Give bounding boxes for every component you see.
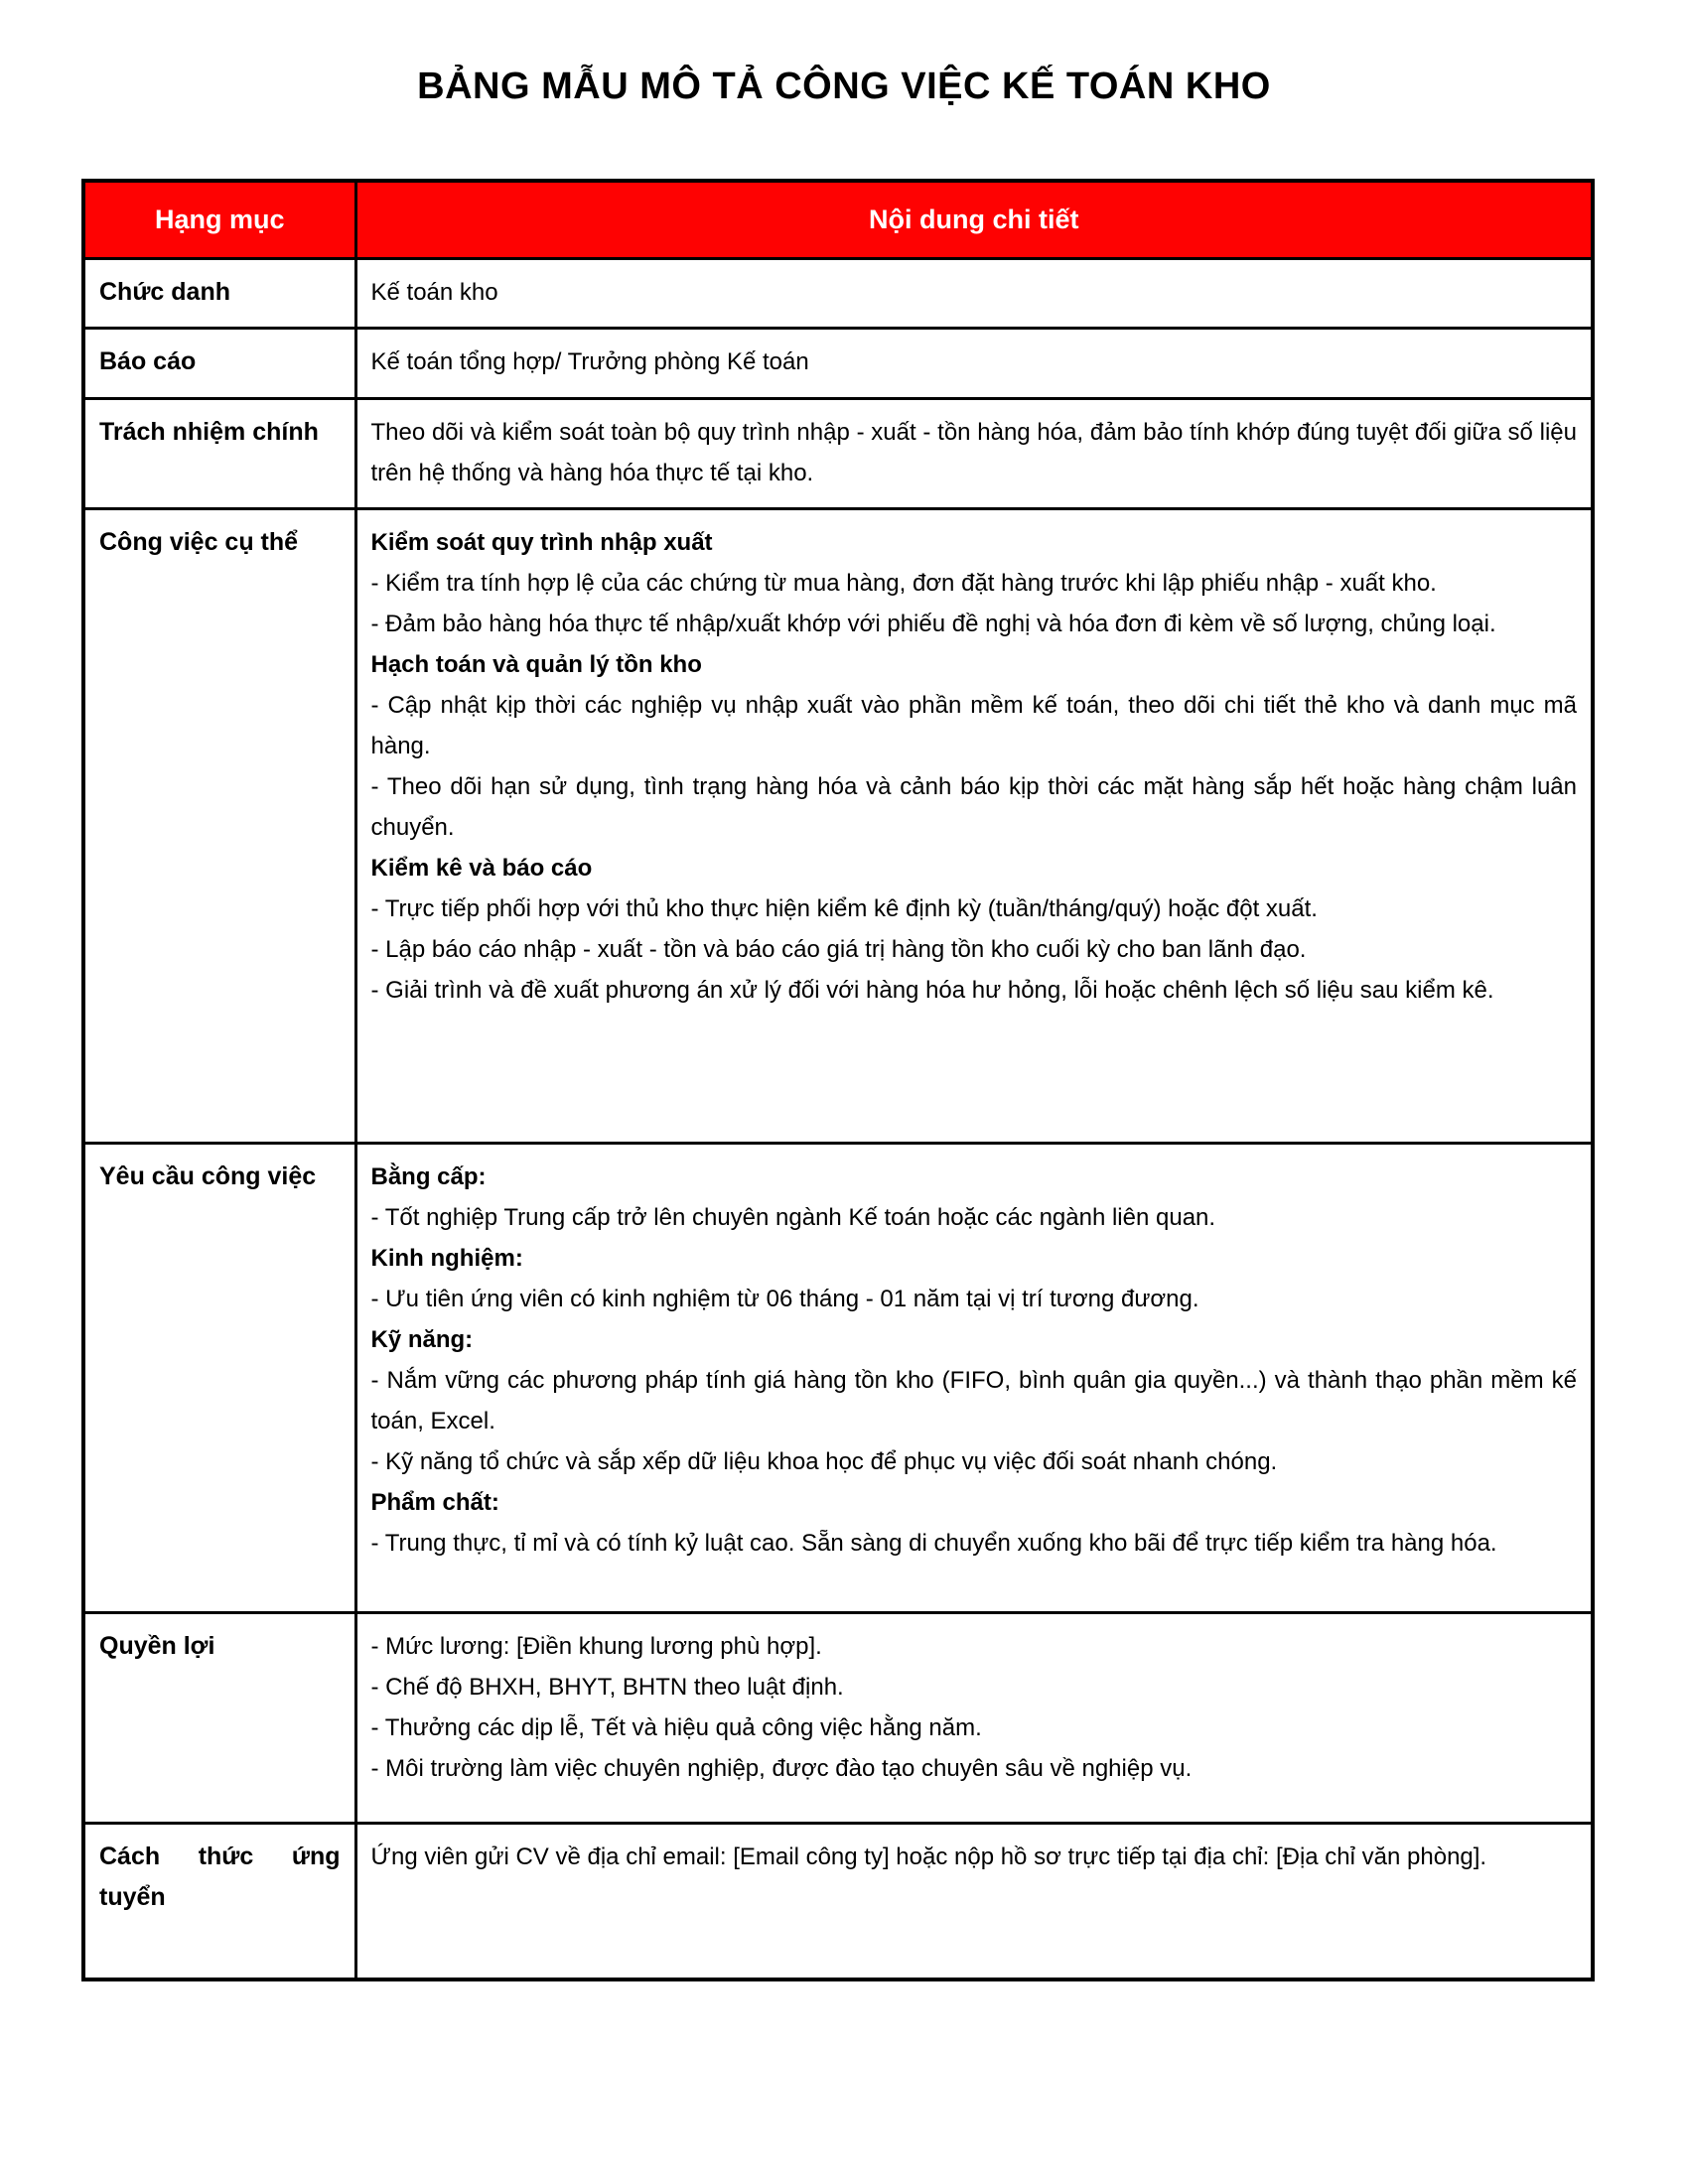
content-paragraph: - Chế độ BHXH, BHYT, BHTN theo luật định. — [370, 1673, 844, 1701]
row-content-bao-cao — [355, 328, 1593, 398]
content-paragraph: - Thưởng các dịp lễ, Tết và hiệu quả công việc hằng năm. — [370, 1713, 982, 1741]
job-description-table — [81, 179, 1595, 1981]
row-content-chuc-danh — [355, 258, 1593, 328]
row-content-cach-thuc-ung-tuyen — [355, 1823, 1593, 1979]
table-row — [83, 1143, 1593, 1612]
header-cell-category: Hạng mục — [83, 181, 355, 258]
content-paragraph: - Trung thực, tỉ mỉ và có tính kỷ luật cao. Sẵn sàng di chuyển xuống kho bãi để trực tiếp kiểm tra hàng hóa. — [370, 1529, 1497, 1557]
table-row — [83, 328, 1593, 398]
row-label-quyen-loi: Quyền lợi — [83, 1612, 355, 1823]
content-paragraph: - Nắm vững các phương pháp tính giá hàng tồn kho (FIFO, bình quân gia quyền...) và thành thạo phần mềm kế toán, Excel. — [370, 1366, 1577, 1434]
table-row — [83, 1823, 1593, 1979]
content-paragraph: Kế toán kho — [370, 278, 498, 306]
content-paragraph: Theo dõi và kiểm soát toàn bộ quy trình nhập - xuất - tồn hàng hóa, đảm bảo tính khớp đúng tuyệt đối giữa số liệu trên hệ thống và hàng hóa thực tế tại kho. — [370, 418, 1577, 486]
content-section-heading: Phẩm chất: — [370, 1488, 499, 1516]
content-paragraph: - Ưu tiên ứng viên có kinh nghiệm từ 06 tháng - 01 năm tại vị trí tương đương. — [370, 1285, 1199, 1312]
table-row — [83, 1612, 1593, 1823]
document-title: BẢNG MẪU MÔ TẢ CÔNG VIỆC KẾ TOÁN KHO — [417, 66, 1271, 107]
content-paragraph: - Kỹ năng tổ chức và sắp xếp dữ liệu khoa học để phục vụ việc đối soát nhanh chóng. — [370, 1447, 1278, 1475]
row-label-bao-cao: Báo cáo — [83, 328, 355, 398]
content-section-heading: Bằng cấp: — [370, 1162, 487, 1190]
content-paragraph: Kế toán tổng hợp/ Trưởng phòng Kế toán — [370, 347, 809, 375]
row-content-trach-nhiem-chinh — [355, 398, 1593, 508]
content-section-heading: Kỹ năng: — [370, 1325, 474, 1353]
content-paragraph: - Mức lương: [Điền khung lương phù hợp]. — [370, 1632, 822, 1660]
content-section-heading: Kinh nghiệm: — [370, 1244, 523, 1272]
content-paragraph: - Theo dõi hạn sử dụng, tình trạng hàng hóa và cảnh báo kịp thời các mặt hàng sắp hết hoặc hàng chậm luân chuyển. — [370, 772, 1577, 841]
content-paragraph: - Kiểm tra tính hợp lệ của các chứng từ mua hàng, đơn đặt hàng trước khi lập phiếu nhập - xuất kho. — [370, 569, 1437, 597]
row-label-chuc-danh: Chức danh — [83, 258, 355, 328]
row-label-cach-thuc-ung-tuyen: Cách thức ứng tuyển — [83, 1823, 355, 1979]
content-section-heading: Kiểm kê và báo cáo — [370, 854, 593, 882]
row-content-cong-viec-cu-the — [355, 508, 1593, 1143]
table-row — [83, 398, 1593, 508]
table-header-row — [83, 181, 1593, 258]
content-paragraph: - Lập báo cáo nhập - xuất - tồn và báo cáo giá trị hàng tồn kho cuối kỳ cho ban lãnh đạo. — [370, 935, 1307, 963]
content-paragraph: - Môi trường làm việc chuyên nghiệp, được đào tạo chuyên sâu về nghiệp vụ. — [370, 1754, 1193, 1782]
content-section-heading: Hạch toán và quản lý tồn kho — [370, 650, 702, 678]
content-paragraph: Ứng viên gửi CV về địa chỉ email: [Email công ty] hoặc nộp hồ sơ trực tiếp tại địa chỉ: [Địa chỉ văn phòng]. — [370, 1843, 1487, 1870]
content-paragraph: - Đảm bảo hàng hóa thực tế nhập/xuất khớp với phiếu đề nghị và hóa đơn đi kèm về số lượng, chủng loại. — [370, 610, 1496, 637]
row-label-yeu-cau-cong-viec: Yêu cầu công việc — [83, 1143, 355, 1612]
content-paragraph: - Cập nhật kịp thời các nghiệp vụ nhập xuất vào phần mềm kế toán, theo dõi chi tiết thẻ kho và danh mục mã hàng. — [370, 691, 1577, 759]
row-label-cong-viec-cu-the: Công việc cụ thể — [83, 508, 355, 1143]
header-cell-detail: Nội dung chi tiết — [355, 181, 1593, 258]
row-label-trach-nhiem-chinh: Trách nhiệm chính — [83, 398, 355, 508]
table-row — [83, 258, 1593, 328]
table-row — [83, 508, 1593, 1143]
content-paragraph: - Giải trình và đề xuất phương án xử lý đối với hàng hóa hư hỏng, lỗi hoặc chênh lệch số liệu sau kiểm kê. — [370, 976, 1494, 1004]
content-paragraph: - Trực tiếp phối hợp với thủ kho thực hiện kiểm kê định kỳ (tuần/tháng/quý) hoặc đột xuất. — [370, 894, 1318, 922]
row-content-quyen-loi — [355, 1612, 1593, 1823]
content-paragraph: - Tốt nghiệp Trung cấp trở lên chuyên ngành Kế toán hoặc các ngành liên quan. — [370, 1203, 1216, 1231]
row-content-yeu-cau-cong-viec — [355, 1143, 1593, 1612]
content-section-heading: Kiểm soát quy trình nhập xuất — [370, 528, 713, 556]
